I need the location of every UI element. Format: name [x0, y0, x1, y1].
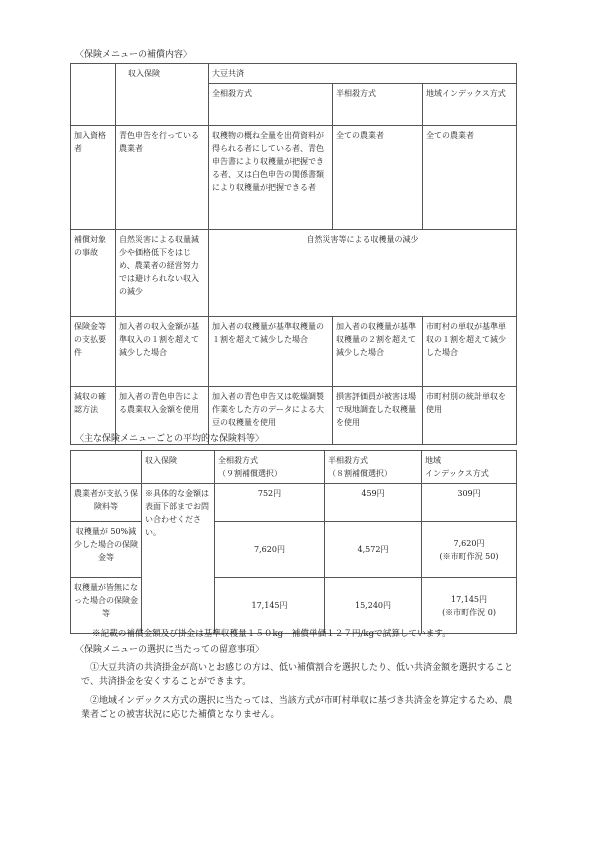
table-row — [71, 317, 517, 387]
header-zen: 全相殺方式 — [209, 84, 333, 126]
header-han-sub: （８割補償選択） — [328, 469, 392, 478]
header-zen-sub: （９割補償選択） — [218, 469, 282, 478]
cell: 全ての農業者 — [333, 126, 423, 230]
table-row — [71, 230, 517, 317]
row-label: 収穫量が皆無になった場合の保険金等 — [71, 578, 142, 634]
corner-cell — [71, 64, 116, 126]
cell — [325, 578, 422, 634]
row-label: 補償対象の事故 — [71, 230, 116, 317]
table-row — [71, 522, 517, 578]
header-income: 収入保険 — [142, 451, 215, 484]
value-note: (※市町作況 0) — [442, 607, 496, 617]
value: 17,145円 — [451, 594, 487, 604]
row-label: 保険金等の支払要件 — [71, 317, 116, 387]
cell: 損害評価員が被害ほ場で現地調査した収穫量を使用 — [333, 387, 423, 445]
header-han-label: 半相殺方式 — [328, 456, 368, 465]
header-chi-label: 地域 — [425, 456, 441, 465]
cell — [215, 578, 325, 634]
table-row — [71, 451, 517, 484]
cell: 459円 — [325, 484, 422, 522]
table-row — [71, 126, 517, 230]
header-chi: 地域インデックス方式 — [423, 84, 517, 126]
value: 4,572円 — [357, 545, 389, 554]
header-han — [325, 451, 422, 484]
header-income: 収入保険 — [116, 64, 209, 126]
corner-cell — [71, 451, 142, 484]
row-label: 減収の確認方法 — [71, 387, 116, 445]
header-soybean: 大豆共済 — [209, 64, 517, 84]
table-row — [71, 578, 517, 634]
cell: 収穫物の概ね全量を出荷資料が得られる者にしている者、青色申告書により収穫量が把握できる者、又は白色申告の関係書類により収穫量が把握できる者 — [209, 126, 333, 230]
section2-title: 〈主な保険メニューごとの平均的な保険料等〉 — [75, 434, 265, 444]
cell — [422, 522, 517, 578]
premium-table — [70, 450, 517, 634]
income-note: ※具体的な金額は表面下部までお問い合わせください。 — [142, 484, 215, 634]
cell — [422, 578, 517, 634]
row-label: 加入資格者 — [71, 126, 116, 230]
cell: 752円 — [215, 484, 325, 522]
header-chi — [422, 451, 517, 484]
cell: 自然災害等による収穫量の減少 — [209, 230, 517, 317]
cell: 加入者の収入金額が基準収入の１割を超えて減少した場合 — [116, 317, 209, 387]
note-item-2: ②地域インデックス方式の選択に当たっては、当該方式が市町村単収に基づき共済金を算定するため、農業者ごとの被害状況に応じた補償となりません。 — [81, 696, 513, 720]
value: 15,240円 — [355, 601, 391, 610]
cell: 自然災害による収量減少や価格低下をはじめ、農業者の経営努力では避けられない収入の減少 — [116, 230, 209, 317]
row-label: 農業者が支払う保険料等 — [71, 484, 142, 522]
section1-title: 〈保険メニューの補償内容〉 — [75, 50, 193, 60]
section3-title: 〈保険メニューの選択に当たっての留意事項〉 — [75, 645, 265, 655]
table-row — [71, 64, 517, 84]
coverage-table — [70, 63, 517, 445]
value: 17,145円 — [251, 601, 288, 610]
header-chi-label2: インデックス方式 — [425, 469, 489, 478]
footnote: ※記載の補償金額及び掛金は基準収穫量１５０kg 補償単価１２７円/kgで試算しています。 — [92, 629, 451, 639]
header-han: 半相殺方式 — [333, 84, 423, 126]
cell: 309円 — [422, 484, 517, 522]
header-zen-label: 全相殺方式 — [218, 456, 258, 465]
header-zen — [215, 451, 325, 484]
value: 7,620円 — [254, 545, 285, 554]
cell: 加入者の収穫量が基準収穫量の２割を超えて減少した場合 — [333, 317, 423, 387]
cell: 加入者の青色申告又は乾燥調製作業をした方のデータによる大豆の収穫量を使用 — [209, 387, 333, 445]
value: 7,620円 — [453, 538, 485, 548]
table-row — [71, 484, 517, 522]
row-label: 収穫量が 50%減少した場合の保険金等 — [71, 522, 142, 578]
cell: 市町村別の統計単収を使用 — [423, 387, 517, 445]
cell: 青色申告を行っている農業者 — [116, 126, 209, 230]
cell: 加入者の青色申告による農業収入金額を使用 — [116, 387, 209, 445]
cell: 加入者の収穫量が基準収穫量の１割を超えて減少した場合 — [209, 317, 333, 387]
cell — [325, 522, 422, 578]
cell — [215, 522, 325, 578]
cell: 市町村の単収が基準単収の１割を超えて減少した場合 — [423, 317, 517, 387]
note-item-1: ①大豆共済の共済掛金が高いとお感じの方は、低い補償割合を選択したり、低い共済金額を選択することで、共済掛金を安くすることができます。 — [81, 663, 514, 687]
value-note: (※市町作況 50) — [439, 551, 499, 561]
cell: 全ての農業者 — [423, 126, 517, 230]
